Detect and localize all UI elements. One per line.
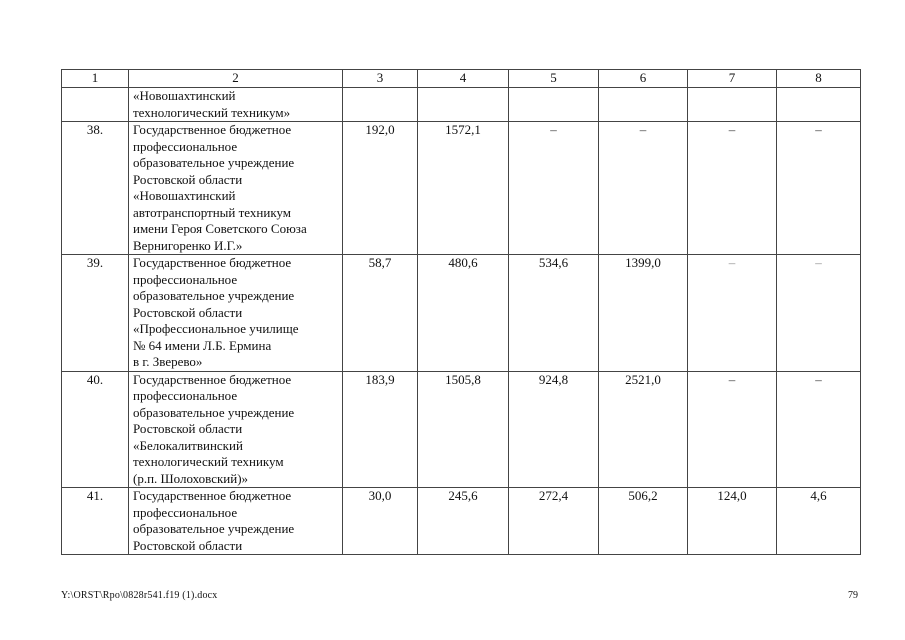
institution-name-line: технологический техникум <box>133 454 284 469</box>
institution-name-line: образовательное учреждение <box>133 155 295 170</box>
institution-name-line: Ростовской области <box>133 421 243 436</box>
table-row <box>62 255 861 372</box>
value-cell-col-6 <box>599 88 688 122</box>
value-cell-col-6: – <box>599 122 688 255</box>
value-cell-col-4: 1505,8 <box>418 371 509 488</box>
institution-name-line: Вернигоренко И.Г.» <box>133 237 243 253</box>
institution-name-line: Государственное бюджетное <box>133 255 292 270</box>
row-number-cell: 40. <box>62 371 129 488</box>
institution-name-line: Ростовской области <box>133 304 243 320</box>
institution-name-line: образовательное учреждение <box>133 521 295 536</box>
value-cell-col-7: – <box>688 371 777 488</box>
institution-name-cell <box>129 488 343 555</box>
institution-name-line: «Профессиональное училище <box>133 321 299 336</box>
row-number-cell: 39. <box>62 255 129 372</box>
institution-name-line: профессиональное <box>133 388 238 403</box>
institution-name-line: № 64 имени Л.Б. Ермина <box>133 337 272 353</box>
institution-name-line: профессиональное <box>133 138 238 154</box>
footer-page-number: 79 <box>848 590 858 601</box>
value-cell-col-6: 1399,0 <box>599 255 688 372</box>
value-cell-col-3: 58,7 <box>343 255 418 372</box>
institution-name-line: образовательное учреждение <box>133 288 295 303</box>
data-table <box>61 69 861 555</box>
value-cell-col-3: 30,0 <box>343 488 418 555</box>
row-number-cell: 38. <box>62 122 129 255</box>
value-cell-col-8: – <box>777 371 861 488</box>
column-header-3: 3 <box>343 70 418 88</box>
column-header-6: 6 <box>599 70 688 88</box>
institution-name-cell <box>129 88 343 122</box>
column-header-1: 1 <box>62 70 129 88</box>
value-cell-col-8: 4,6 <box>777 488 861 555</box>
institution-name-line: технологический техникум» <box>133 104 291 120</box>
footer-file-path: Y:\ORST\Rpo\0828r541.f19 (1).docx <box>61 590 218 601</box>
table-row <box>62 488 861 555</box>
column-header-8: 8 <box>777 70 861 88</box>
institution-name-line: (р.п. Шолоховский)» <box>133 470 249 486</box>
value-cell-col-4: 1572,1 <box>418 122 509 255</box>
institution-name-line: профессиональное <box>133 271 238 287</box>
institution-name-line: «Белокалитвинский <box>133 437 243 453</box>
value-cell-col-6: 2521,0 <box>599 371 688 488</box>
institution-name-line: Государственное бюджетное <box>133 122 292 137</box>
value-cell-col-3: 183,9 <box>343 371 418 488</box>
row-number-cell: 41. <box>62 488 129 555</box>
institution-name-line: Ростовской области <box>133 171 243 187</box>
institution-name-line: «Новошахтинский <box>133 188 236 203</box>
value-cell-col-8: – <box>777 122 861 255</box>
institution-name-cell <box>129 371 343 488</box>
value-cell-col-7: – <box>688 122 777 255</box>
value-cell-col-3: 192,0 <box>343 122 418 255</box>
table-row <box>62 88 861 122</box>
institution-name-cell <box>129 255 343 372</box>
value-cell-col-7: – <box>688 255 777 372</box>
value-cell-col-7 <box>688 88 777 122</box>
value-cell-col-4 <box>418 88 509 122</box>
table-row <box>62 371 861 488</box>
value-cell-col-5: 924,8 <box>509 371 599 488</box>
value-cell-col-5: – <box>509 122 599 255</box>
institution-name-line: имени Героя Советского Союза <box>133 221 307 236</box>
value-cell-col-7: 124,0 <box>688 488 777 555</box>
value-cell-col-3 <box>343 88 418 122</box>
table-header-row <box>62 70 861 88</box>
row-number-cell <box>62 88 129 122</box>
institution-name-line: в г. Зверево» <box>133 354 203 369</box>
value-cell-col-5: 272,4 <box>509 488 599 555</box>
institution-name-line: образовательное учреждение <box>133 404 295 420</box>
column-header-4: 4 <box>418 70 509 88</box>
institution-name-cell <box>129 122 343 255</box>
institution-name-line: «Новошахтинский <box>133 88 236 103</box>
column-header-2: 2 <box>129 70 343 88</box>
institution-name-line: автотранспортный техникум <box>133 204 292 220</box>
value-cell-col-8: – <box>777 255 861 372</box>
column-header-5: 5 <box>509 70 599 88</box>
column-header-7: 7 <box>688 70 777 88</box>
value-cell-col-5 <box>509 88 599 122</box>
institution-name-line: профессиональное <box>133 504 238 520</box>
institution-name-line: Государственное бюджетное <box>133 488 292 503</box>
value-cell-col-4: 245,6 <box>418 488 509 555</box>
value-cell-col-6: 506,2 <box>599 488 688 555</box>
table-body <box>62 88 861 555</box>
table-row <box>62 122 861 255</box>
institution-name-line: Ростовской области <box>133 537 243 553</box>
value-cell-col-4: 480,6 <box>418 255 509 372</box>
value-cell-col-8 <box>777 88 861 122</box>
institution-name-line: Государственное бюджетное <box>133 371 292 387</box>
value-cell-col-5: 534,6 <box>509 255 599 372</box>
